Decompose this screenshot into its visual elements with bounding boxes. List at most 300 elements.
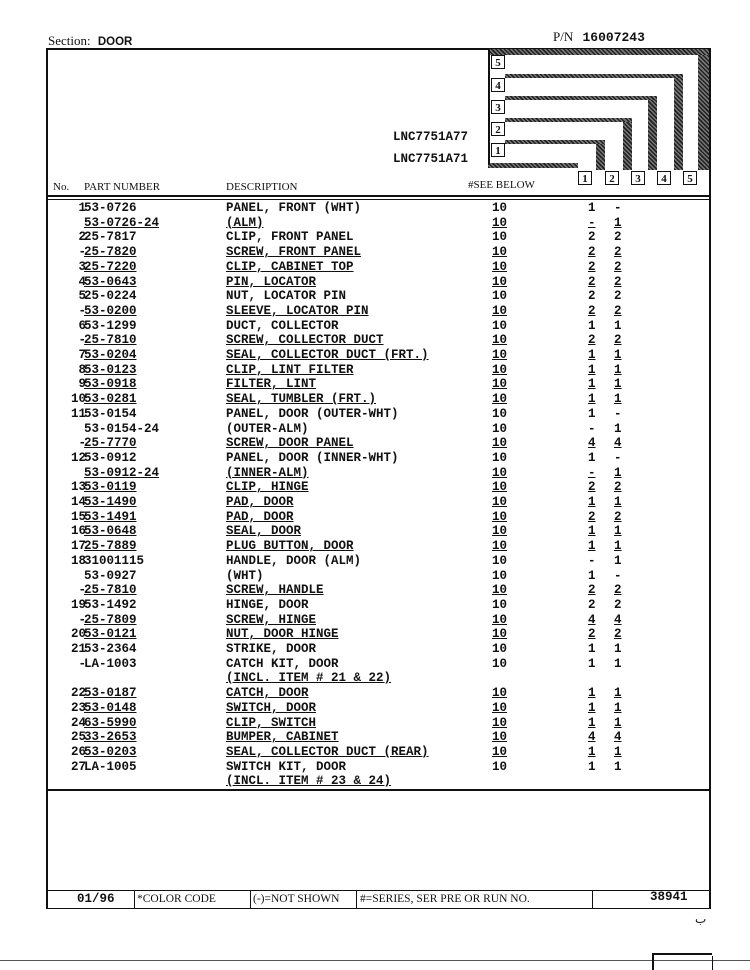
row-part-number: 53-0119 [84, 480, 137, 495]
row-description: BUMPER, CABINET [226, 730, 339, 745]
row-description: SEAL, DOOR [226, 524, 302, 539]
table-row [0, 510, 750, 525]
table-row [0, 245, 750, 260]
row-see-below: 10 [492, 700, 508, 715]
series-hatch-row1 [505, 140, 605, 144]
row-see-below: 10 [492, 539, 508, 554]
row-item-number: - [78, 583, 86, 598]
row-qty-col2: 1 [614, 656, 622, 671]
row-part-number: LA-1003 [84, 656, 137, 671]
row-item-number: - [78, 245, 86, 260]
row-qty-col2: 1 [614, 362, 622, 377]
row-part-number: 53-0643 [84, 274, 137, 289]
row-description: PLUG BUTTON, DOOR [226, 539, 354, 554]
row-qty-col1: 1 [588, 539, 596, 554]
column-number-1: 1 [578, 171, 592, 185]
row-item-number: 15 [70, 509, 86, 524]
bottom-scan-line [0, 960, 750, 961]
series-tab-4: 4 [491, 78, 505, 92]
table-row [0, 260, 750, 275]
row-see-below: 10 [492, 377, 508, 392]
row-qty-col1: 1 [588, 450, 596, 465]
row-qty-col2: 1 [614, 759, 622, 774]
row-see-below: 10 [492, 436, 508, 451]
row-part-number: 53-0203 [84, 744, 137, 759]
row-part-number: 25-7889 [84, 539, 137, 554]
row-qty-col1: 1 [588, 744, 596, 759]
row-description: SCREW, DOOR PANEL [226, 436, 354, 451]
row-part-number: LA-1005 [84, 759, 137, 774]
column-number-2: 2 [605, 171, 619, 185]
row-see-below: 10 [492, 730, 508, 745]
row-item-number: 4 [78, 274, 86, 289]
row-part-number: 33-2653 [84, 730, 137, 745]
series-hatch-row2 [505, 118, 632, 122]
section-label-text: Section: [48, 33, 91, 48]
table-row [0, 230, 750, 245]
row-part-number: 53-1299 [84, 318, 137, 333]
row-item-number: 18 [70, 553, 86, 568]
row-description: SCREW, COLLECTOR DUCT [226, 333, 384, 348]
row-see-below: 10 [492, 627, 508, 642]
table-row [0, 363, 750, 378]
row-see-below: 10 [492, 642, 508, 656]
column-number-5: 5 [683, 171, 697, 185]
row-see-below: 10 [492, 201, 508, 215]
row-description: NUT, DOOR HINGE [226, 627, 339, 642]
table-row [0, 760, 750, 775]
row-qty-col1: 4 [588, 612, 596, 627]
row-description: PANEL, DOOR (OUTER-WHT) [226, 406, 399, 421]
row-item-number: 23 [70, 700, 86, 715]
row-description: SEAL, TUMBLER (FRT.) [226, 392, 377, 407]
row-qty-col2: 2 [614, 230, 622, 245]
row-qty-col2: 1 [614, 495, 622, 509]
row-description: PANEL, FRONT (WHT) [226, 201, 362, 215]
section-label [48, 33, 132, 49]
row-qty-col2: 2 [614, 583, 622, 598]
row-description: CLIP, FRONT PANEL [226, 230, 354, 245]
row-part-number: 53-0927 [84, 568, 137, 583]
row-item-number: 7 [78, 348, 86, 362]
row-qty-col2: 2 [614, 289, 622, 304]
series-tab-1: 1 [491, 143, 505, 157]
bottom-tick [712, 956, 713, 970]
row-qty-col2: 1 [614, 524, 622, 539]
row-qty-col1: - [588, 421, 596, 436]
row-see-below: 10 [492, 230, 508, 245]
row-item-number: 24 [70, 715, 86, 730]
column-header-see-below: #SEE BELOW [468, 179, 535, 191]
table-row [0, 495, 750, 510]
row-see-below: 10 [492, 450, 508, 465]
row-part-number: 25-7770 [84, 436, 137, 451]
row-see-below: 10 [492, 465, 508, 480]
row-item-number: - [78, 303, 86, 318]
row-description: STRIKE, DOOR [226, 642, 317, 656]
series-hatch-col3 [648, 100, 657, 170]
row-part-number: 63-5990 [84, 715, 137, 730]
row-item-number: 6 [78, 318, 86, 333]
row-description: (ALM) [226, 215, 264, 230]
row-qty-col1: 1 [588, 715, 596, 730]
row-see-below: 10 [492, 759, 508, 774]
row-qty-col2: 1 [614, 215, 622, 230]
bottom-corner-mark [652, 953, 712, 955]
row-see-below: 10 [492, 333, 508, 348]
bottom-corner-mark-vert [652, 953, 654, 970]
row-qty-col2: - [614, 568, 622, 583]
series-tab-2: 2 [491, 122, 505, 136]
row-qty-col1: 2 [588, 245, 596, 260]
row-qty-col1: 1 [588, 568, 596, 583]
table-row [0, 392, 750, 407]
row-part-number: 25-7820 [84, 245, 137, 260]
column-header-no: No. [53, 181, 70, 193]
row-qty-col2: - [614, 201, 622, 215]
series-hatch-col2 [623, 122, 632, 170]
row-part-number: 53-0148 [84, 700, 137, 715]
row-see-below: 10 [492, 686, 508, 701]
row-qty-col1: 1 [588, 348, 596, 362]
table-row [0, 436, 750, 451]
row-qty-col1: 1 [588, 700, 596, 715]
table-row [0, 451, 750, 466]
row-part-number: 53-0123 [84, 362, 137, 377]
row-see-below: 10 [492, 744, 508, 759]
table-row [0, 554, 750, 569]
row-qty-col1: 1 [588, 642, 596, 656]
row-part-number: 53-0726-24 [84, 215, 160, 230]
row-qty-col2: 2 [614, 303, 622, 318]
column-header-description: DESCRIPTION [226, 181, 298, 193]
table-row [0, 466, 750, 481]
row-qty-col1: 2 [588, 480, 596, 495]
row-part-number: 53-0204 [84, 348, 137, 362]
row-see-below: 10 [492, 362, 508, 377]
footer-divider-1 [134, 890, 135, 909]
row-part-number: 53-1490 [84, 495, 137, 509]
table-row [0, 524, 750, 539]
footer-series-note: #=SERIES, SER PRE OR RUN NO. [360, 893, 530, 905]
series-hatch-col4 [674, 78, 683, 170]
row-qty-col2: 1 [614, 421, 622, 436]
series-hatch-col5 [698, 55, 709, 170]
row-item-number: 5 [78, 289, 86, 304]
row-see-below: 10 [492, 509, 508, 524]
column-header-part-number: PART NUMBER [84, 181, 161, 193]
footer-divider-4 [592, 890, 593, 909]
footer-color-code: *COLOR CODE [137, 893, 216, 905]
row-part-number: 53-0187 [84, 686, 137, 701]
row-qty-col1: 1 [588, 686, 596, 701]
row-qty-col2: 1 [614, 553, 622, 568]
row-part-number: 53-1491 [84, 509, 137, 524]
row-part-number: 25-7810 [84, 333, 137, 348]
row-description: PANEL, DOOR (INNER-WHT) [226, 450, 399, 465]
row-qty-col1: 2 [588, 597, 596, 612]
row-item-number: 3 [78, 259, 86, 274]
row-item-number: 25 [70, 730, 86, 745]
row-see-below: 10 [492, 215, 508, 230]
row-part-number: 53-2364 [84, 642, 137, 656]
row-qty-col2: 1 [614, 348, 622, 362]
row-qty-col1: 1 [588, 318, 596, 333]
part-number-header [553, 29, 645, 45]
row-qty-col2: 2 [614, 480, 622, 495]
row-item-number: 21 [70, 642, 86, 656]
footer-divider-2 [250, 890, 251, 909]
row-description: NUT, LOCATOR PIN [226, 289, 347, 304]
row-part-number: 25-7817 [84, 230, 137, 245]
footer-divider-3 [356, 890, 357, 909]
table-row [0, 377, 750, 392]
row-item-number: 1 [78, 201, 86, 215]
row-part-number: 31001115 [84, 553, 145, 568]
row-part-number: 53-0200 [84, 303, 137, 318]
row-item-number: 17 [70, 539, 86, 554]
row-description: SLEEVE, LOCATOR PIN [226, 303, 369, 318]
row-description: (INCL. ITEM # 23 & 24) [226, 774, 392, 789]
row-description: CATCH KIT, DOOR [226, 656, 339, 671]
row-part-number: 25-7809 [84, 612, 137, 627]
row-description: PAD, DOOR [226, 509, 294, 524]
row-item-number: 26 [70, 744, 86, 759]
row-see-below: 10 [492, 583, 508, 598]
row-qty-col1: 1 [588, 201, 596, 215]
row-qty-col2: 2 [614, 509, 622, 524]
table-row [0, 583, 750, 598]
row-qty-col2: 1 [614, 686, 622, 701]
row-item-number: 19 [70, 597, 86, 612]
table-row [0, 569, 750, 584]
table-row [0, 730, 750, 745]
row-see-below: 10 [492, 421, 508, 436]
row-qty-col2: 1 [614, 318, 622, 333]
table-row [0, 627, 750, 642]
row-item-number: - [78, 656, 86, 671]
row-description: SEAL, COLLECTOR DUCT (REAR) [226, 744, 429, 759]
row-description: HINGE, DOOR [226, 597, 309, 612]
row-part-number: 53-0726 [84, 201, 137, 215]
row-part-number: 53-0121 [84, 627, 137, 642]
row-description: CATCH, DOOR [226, 686, 309, 701]
row-see-below: 10 [492, 612, 508, 627]
row-item-number: - [78, 333, 86, 348]
row-item-number: 14 [70, 495, 86, 509]
row-description: DUCT, COLLECTOR [226, 318, 339, 333]
row-item-number: 9 [78, 377, 86, 392]
row-item-number: 8 [78, 362, 86, 377]
row-part-number: 53-1492 [84, 597, 137, 612]
row-qty-col2: 1 [614, 642, 622, 656]
row-see-below: 10 [492, 524, 508, 539]
table-row [0, 348, 750, 363]
row-qty-col1: 2 [588, 627, 596, 642]
row-part-number: 53-0918 [84, 377, 137, 392]
row-qty-col1: - [588, 553, 596, 568]
row-description: CLIP, LINT FILTER [226, 362, 354, 377]
row-qty-col2: 2 [614, 333, 622, 348]
row-description: PIN, LOCATOR [226, 274, 317, 289]
row-see-below: 10 [492, 480, 508, 495]
series-hatch-col1 [596, 144, 605, 170]
row-qty-col2: 1 [614, 715, 622, 730]
model-lnc7751a71: LNC7751A71 [393, 152, 469, 166]
section-value: DOOR [97, 36, 133, 48]
row-qty-col1: 1 [588, 377, 596, 392]
pn-label: P/N [553, 29, 574, 44]
row-qty-col2: 2 [614, 245, 622, 260]
row-qty-col1: 1 [588, 524, 596, 539]
table-row [0, 598, 750, 613]
row-description: (WHT) [226, 568, 264, 583]
series-hatch-row4 [505, 74, 683, 78]
series-hatch-row3 [505, 96, 657, 100]
row-see-below: 10 [492, 392, 508, 407]
row-part-number: 25-0224 [84, 289, 137, 304]
row-qty-col2: 4 [614, 730, 622, 745]
row-part-number: 25-7810 [84, 583, 137, 598]
row-part-number: 25-7220 [84, 259, 137, 274]
footer-not-shown: (-)=NOT SHOWN [253, 893, 340, 905]
parts-table [0, 201, 750, 789]
row-qty-col2: 1 [614, 465, 622, 480]
row-qty-col1: - [588, 215, 596, 230]
row-qty-col2: 2 [614, 597, 622, 612]
row-see-below: 10 [492, 303, 508, 318]
row-item-number: 13 [70, 480, 86, 495]
table-row [0, 745, 750, 760]
header-bottom-line-2 [46, 199, 710, 200]
row-qty-col1: 1 [588, 392, 596, 407]
row-qty-col2: 1 [614, 392, 622, 407]
row-qty-col2: 2 [614, 259, 622, 274]
row-qty-col1: 1 [588, 362, 596, 377]
series-hatch-top [488, 49, 709, 55]
row-description: CLIP, SWITCH [226, 715, 317, 730]
row-description: SCREW, FRONT PANEL [226, 245, 362, 260]
row-item-number: 2 [78, 230, 86, 245]
row-qty-col2: - [614, 450, 622, 465]
row-qty-col1: 2 [588, 289, 596, 304]
row-qty-col2: 1 [614, 700, 622, 715]
row-qty-col2: 1 [614, 539, 622, 554]
row-description: SCREW, HANDLE [226, 583, 324, 598]
row-qty-col2: 4 [614, 612, 622, 627]
row-see-below: 10 [492, 715, 508, 730]
row-qty-col1: 1 [588, 759, 596, 774]
row-qty-col1: 4 [588, 436, 596, 451]
table-row [0, 333, 750, 348]
row-qty-col2: 1 [614, 377, 622, 392]
row-description: HANDLE, DOOR (ALM) [226, 553, 362, 568]
row-qty-col2: 4 [614, 436, 622, 451]
series-tab-5: 5 [491, 55, 505, 69]
row-qty-col1: 1 [588, 495, 596, 509]
pn-value: 16007243 [582, 30, 645, 45]
column-number-3: 3 [631, 171, 645, 185]
row-part-number: 53-0648 [84, 524, 137, 539]
series-tab-3: 3 [491, 100, 505, 114]
column-number-4: 4 [657, 171, 671, 185]
row-see-below: 10 [492, 318, 508, 333]
row-item-number: - [78, 436, 86, 451]
row-description: CLIP, HINGE [226, 480, 309, 495]
series-hatch-base [488, 163, 578, 168]
row-see-below: 10 [492, 274, 508, 289]
table-row [0, 613, 750, 628]
row-qty-col1: 4 [588, 730, 596, 745]
row-description: (INNER-ALM) [226, 465, 309, 480]
row-description: CLIP, CABINET TOP [226, 259, 354, 274]
series-stair-vertical [488, 49, 490, 165]
row-qty-col1: - [588, 465, 596, 480]
footer-doc-number: 38941 [650, 890, 688, 904]
row-see-below: 10 [492, 348, 508, 362]
table-row [0, 701, 750, 716]
row-description: SWITCH KIT, DOOR [226, 759, 347, 774]
row-item-number: 20 [70, 627, 86, 642]
table-row [0, 671, 750, 686]
table-row [0, 774, 750, 789]
table-row [0, 275, 750, 290]
row-description: SCREW, HINGE [226, 612, 317, 627]
row-qty-col1: 2 [588, 230, 596, 245]
row-qty-col2: 2 [614, 627, 622, 642]
table-row [0, 716, 750, 731]
row-see-below: 10 [492, 597, 508, 612]
row-item-number: 12 [70, 450, 86, 465]
table-row [0, 216, 750, 231]
table-row [0, 289, 750, 304]
row-description: SEAL, COLLECTOR DUCT (FRT.) [226, 348, 429, 362]
row-see-below: 10 [492, 289, 508, 304]
row-qty-col1: 1 [588, 406, 596, 421]
table-row [0, 480, 750, 495]
row-part-number: 53-0912-24 [84, 465, 160, 480]
row-item-number: 22 [70, 686, 86, 701]
row-see-below: 10 [492, 553, 508, 568]
table-row [0, 686, 750, 701]
row-see-below: 10 [492, 495, 508, 509]
row-item-number: 10 [70, 392, 86, 407]
row-part-number: 53-0154-24 [84, 421, 160, 436]
row-qty-col2: - [614, 406, 622, 421]
row-qty-col1: 2 [588, 259, 596, 274]
row-part-number: 53-0281 [84, 392, 137, 407]
table-row [0, 422, 750, 437]
footer-date: 01/96 [77, 892, 115, 906]
row-part-number: 53-0912 [84, 450, 137, 465]
row-item-number: 16 [70, 524, 86, 539]
row-see-below: 10 [492, 245, 508, 260]
row-qty-col1: 1 [588, 656, 596, 671]
table-row [0, 304, 750, 319]
table-bottom-line [46, 789, 710, 791]
table-row [0, 657, 750, 672]
row-see-below: 10 [492, 568, 508, 583]
row-qty-col1: 2 [588, 303, 596, 318]
row-description: (OUTER-ALM) [226, 421, 309, 436]
table-row [0, 201, 750, 216]
row-see-below: 10 [492, 406, 508, 421]
table-row [0, 407, 750, 422]
row-qty-col1: 2 [588, 583, 596, 598]
table-row [0, 539, 750, 554]
model-lnc7751a77: LNC7751A77 [393, 130, 469, 144]
row-see-below: 10 [492, 656, 508, 671]
